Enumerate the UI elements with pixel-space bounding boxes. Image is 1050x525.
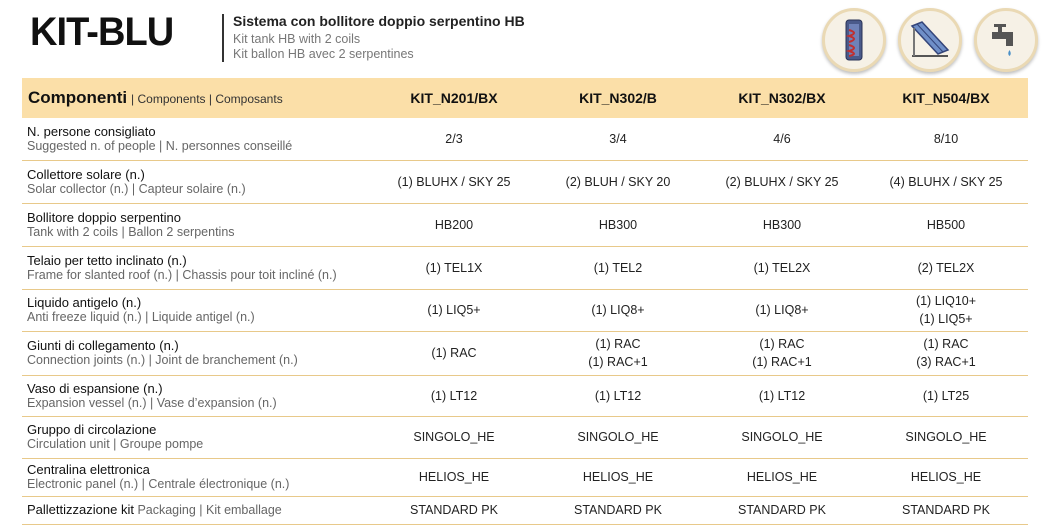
cell-value	[536, 289, 700, 331]
cell-value	[536, 203, 700, 246]
cell-value	[536, 375, 700, 416]
table-row	[22, 496, 1028, 524]
cell-value: STANDARD PK	[536, 496, 700, 524]
cell-value	[864, 246, 1028, 289]
product-icons	[822, 8, 1038, 72]
cell-value-line: (1) LT25	[922, 388, 970, 403]
cell-value	[864, 118, 1028, 160]
table-row	[22, 458, 1028, 496]
column-header: KIT_N504/BX	[864, 78, 1028, 118]
subtitle-block	[222, 14, 525, 62]
subtitle-italian: Sistema con bollitore doppio serpentino HB	[233, 13, 525, 29]
cell-value: STANDARD PK	[700, 496, 864, 524]
cell-value-line: 8/10	[933, 131, 959, 146]
table-row	[22, 331, 1028, 375]
cell-value	[700, 246, 864, 289]
cell-value-line: SINGOLO_HE	[413, 430, 495, 444]
cell-value	[864, 458, 1028, 496]
cell-value-line: (1) BLUHX / SKY 25	[397, 174, 511, 189]
cell-value-line: 4/6	[773, 131, 791, 146]
row-label	[22, 416, 372, 458]
components-header-translations: | Components | Composants	[131, 92, 283, 106]
row-label-italian: Telaio per tetto inclinato (n.)	[27, 252, 187, 268]
cell-value-line: 3/4	[609, 131, 627, 146]
row-label-translations: Expansion vessel (n.) | Vase d’expansion (n.)	[27, 395, 277, 410]
cell-value-line: (1) LT12	[758, 388, 806, 403]
cell-value-line: HELIOS_HE	[910, 470, 982, 484]
cell-value-line: HELIOS_HE	[418, 470, 490, 484]
page-title: KIT-BLU	[30, 10, 174, 54]
cell-value-line: HELIOS_HE	[582, 470, 654, 484]
row-label-translations: Connection joints (n.) | Joint de branchement (n.)	[27, 353, 298, 367]
cell-value-line: (4) BLUHX / SKY 25	[889, 174, 1003, 189]
cell-value	[700, 416, 864, 458]
row-label-translations: Frame for slanted roof (n.) | Chassis pour toit incliné (n.)	[27, 267, 337, 282]
cell-value-line: (1) LIQ5+	[427, 303, 481, 317]
row-label-translations: Solar collector (n.) | Capteur solaire (n.)	[27, 181, 246, 196]
row-label-translations: Tank with 2 coils | Ballon 2 serpentins	[27, 224, 235, 239]
column-header: KIT_N201/BX	[372, 78, 536, 118]
cell-value	[536, 118, 700, 160]
row-label-translations: Anti freeze liquid (n.) | Liquide antigel (n.)	[27, 310, 255, 324]
cell-value: STANDARD PK	[864, 496, 1028, 524]
cell-value	[864, 331, 1028, 375]
cell-value-line: (1) LIQ8+	[591, 303, 645, 317]
tank-icon	[822, 8, 886, 72]
table-row	[22, 246, 1028, 289]
cell-value-line: (1) RAC	[431, 346, 477, 360]
cell-value	[700, 375, 864, 416]
cell-value	[372, 203, 536, 246]
cell-value-line: (1) RAC	[595, 337, 641, 351]
cell-value	[700, 203, 864, 246]
row-label	[22, 496, 372, 524]
cell-value: STANDARD PK	[372, 496, 536, 524]
row-label-translations: Packaging | Kit emballage	[137, 503, 282, 517]
table-row	[22, 375, 1028, 416]
cell-value-line: (2) TEL2X	[917, 260, 975, 275]
row-label-italian: Bollitore doppio serpentino	[27, 209, 181, 225]
row-label	[22, 160, 372, 203]
cell-value-line: (1) LT12	[430, 388, 478, 403]
table-row	[22, 289, 1028, 331]
cell-value	[864, 416, 1028, 458]
cell-value	[372, 118, 536, 160]
column-header: KIT_N302/BX	[700, 78, 864, 118]
cell-value-line: (1) RAC+1	[752, 355, 812, 369]
row-label-translations: Electronic panel (n.) | Centrale électronique (n.)	[27, 477, 290, 491]
row-label-italian: Vaso di espansione (n.)	[27, 380, 163, 396]
row-label-translations: Suggested n. of people | N. personnes conseillé	[27, 138, 293, 153]
row-label-italian: Liquido antigelo (n.)	[27, 295, 142, 310]
cell-value	[372, 246, 536, 289]
cell-value	[372, 458, 536, 496]
cell-value-line: HELIOS_HE	[746, 470, 818, 484]
cell-value-line: (1) LT12	[594, 388, 642, 403]
table-row	[22, 160, 1028, 203]
cell-value-line: (2) BLUHX / SKY 25	[725, 174, 839, 189]
row-label-italian: Gruppo di circolazione	[27, 422, 157, 437]
cell-value	[536, 458, 700, 496]
cell-value	[864, 375, 1028, 416]
cell-value-line: HB200	[434, 217, 474, 232]
cell-value-line: HB500	[926, 217, 966, 232]
cell-value-line: (1) TEL2	[593, 260, 643, 275]
cell-value-line: HB300	[762, 217, 802, 232]
subtitle-french: Kit ballon HB avec 2 serpentines	[233, 47, 414, 61]
row-label	[22, 246, 372, 289]
row-label-translations: Circulation unit | Groupe pompe	[27, 437, 204, 451]
cell-value	[372, 160, 536, 203]
cell-value	[372, 331, 536, 375]
cell-value	[536, 160, 700, 203]
row-label	[22, 118, 372, 160]
cell-value-line: (3) RAC+1	[916, 355, 976, 369]
cell-value-line: (1) TEL1X	[425, 260, 483, 275]
cell-value	[536, 246, 700, 289]
cell-value-line: (1) TEL2X	[753, 260, 811, 275]
column-header: KIT_N302/B	[536, 78, 700, 118]
row-label	[22, 375, 372, 416]
components-header	[22, 78, 372, 118]
cell-value-line: (1) LIQ8+	[755, 303, 809, 317]
cell-value	[536, 331, 700, 375]
solar-panel-icon	[898, 8, 962, 72]
cell-value	[864, 289, 1028, 331]
row-label-italian: Collettore solare (n.)	[27, 166, 145, 182]
components-table	[22, 78, 1028, 525]
cell-value	[700, 331, 864, 375]
row-label-italian: N. persone consigliato	[27, 123, 156, 139]
cell-value-line: SINGOLO_HE	[741, 430, 823, 444]
table-row	[22, 203, 1028, 246]
cell-value-line: HB300	[598, 217, 638, 232]
cell-value	[536, 416, 700, 458]
row-label	[22, 203, 372, 246]
cell-value-line: (1) LIQ10+	[915, 294, 977, 308]
row-label-italian: Centralina elettronica	[27, 462, 150, 477]
cell-value-line: (1) RAC+1	[588, 355, 648, 369]
row-label	[22, 458, 372, 496]
cell-value	[864, 160, 1028, 203]
cell-value	[372, 289, 536, 331]
cell-value	[700, 289, 864, 331]
table-row	[22, 416, 1028, 458]
cell-value	[700, 458, 864, 496]
cell-value-line: (1) RAC	[923, 337, 969, 351]
cell-value-line: 2/3	[445, 131, 463, 146]
subtitle-english: Kit tank HB with 2 coils	[233, 32, 361, 46]
cell-value-line: SINGOLO_HE	[905, 430, 987, 444]
cell-value-line: (2) BLUH / SKY 20	[565, 174, 671, 189]
cell-value	[700, 160, 864, 203]
table-row	[22, 118, 1028, 160]
cell-value	[700, 118, 864, 160]
cell-value	[372, 375, 536, 416]
cell-value	[372, 416, 536, 458]
row-label	[22, 289, 372, 331]
row-label-italian: Giunti di collegamento (n.)	[27, 338, 179, 353]
row-label-italian: Pallettizzazione kit	[27, 502, 134, 517]
table-header-row	[22, 78, 1028, 118]
cell-value-line: SINGOLO_HE	[577, 430, 659, 444]
cell-value	[864, 203, 1028, 246]
row-label	[22, 331, 372, 375]
components-header-italian: Componenti	[28, 88, 128, 107]
cell-value-line: (1) LIQ5+	[919, 312, 973, 326]
water-tap-icon	[974, 8, 1038, 72]
cell-value-line: (1) RAC	[759, 337, 805, 351]
